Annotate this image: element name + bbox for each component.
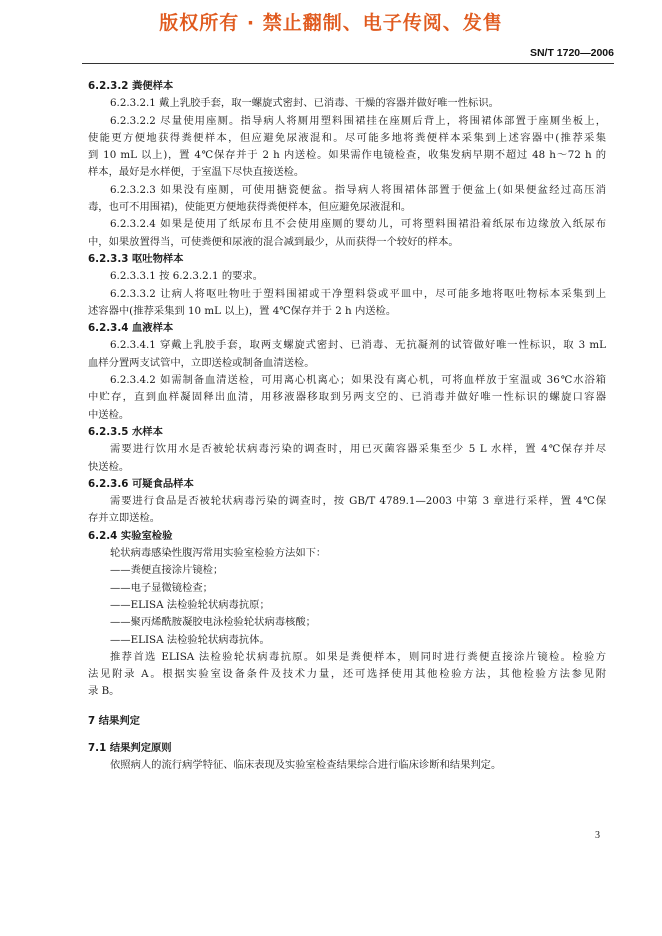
header-rule xyxy=(82,63,614,64)
recommendation-line2: 法见附录 A。根据实验室设备条件及技术力量，还可选择使用其他检验方法，其他检验方法参见附 xyxy=(88,668,606,681)
paragraph-6-2-3-2-4-line1: 6.2.3.2.4 如果是使用了纸尿布且不会使用座厕的婴幼儿，可将塑料围裙沿着纸尿布边缘放入纸尿布 xyxy=(110,218,606,231)
paragraph-6-2-3-2-2-line1: 6.2.3.2.2 尽量使用座厕。指导病人将厕用塑料围裙挂在座厕后背上，将围裙体部置于座厕坐板上， xyxy=(110,114,606,127)
section-gap xyxy=(88,730,606,740)
method-list-item: ——ELISA 法检验轮状病毒抗体。 xyxy=(110,633,270,646)
paragraph-6-2-3-2-3-line2: 毒，也可不用围裙)，使能更方便地获得粪便样本，但应避免尿液混和。 xyxy=(88,201,412,214)
method-list-item: ——粪便直接涂片镜检； xyxy=(110,564,224,577)
paragraph-7-1: 依照病人的流行病学特征、临床表现及实验室检查结果综合进行临床诊断和结果判定。 xyxy=(110,759,502,772)
paragraph-6-2-3-3-1: 6.2.3.3.1 按 6.2.3.2.1 的要求。 xyxy=(110,270,264,283)
paragraph-6-2-3-2-2-line4: 样本，最好是水样便，于室温下尽快直接送检。 xyxy=(88,166,305,179)
paragraph-6-2-3-2-2-line3: 到 10 mL 以上)，置 4℃保存并于 2 h 内送检。如果需作电镜检查，收集发病早期不超过 48 h～72 h 的 xyxy=(88,149,606,162)
heading-6-2-3-2: 6.2.3.2 粪便样本 xyxy=(88,80,174,92)
copyright-watermark: 版权所有 · 禁止翻制、电子传阅、发售 xyxy=(159,12,503,34)
recommendation-line3: 录 B。 xyxy=(88,685,120,698)
paragraph-6-2-3-2-3-line1: 6.2.3.2.3 如果没有座厕，可使用搪瓷便盆。指导病人将围裙体部置于便盆上(如果便盆经过高压消 xyxy=(110,183,606,196)
paragraph-6-2-3-2-2-line2: 使能更方便地获得粪便样本，但应避免尿液混和。尽可能多地将粪便样本采集到上述容器中(推荐采集 xyxy=(88,131,606,144)
paragraph-6-2-3-5-line2: 快送检。 xyxy=(88,460,130,473)
heading-6-2-3-4: 6.2.3.4 血液样本 xyxy=(88,322,174,335)
paragraph-6-2-3-2-1: 6.2.3.2.1 戴上乳胶手套，取一螺旋式密封、已消毒、干燥的容器并做好唯一性标识。 xyxy=(110,97,499,110)
heading-6-2-3-6: 6.2.3.6 可疑食品样本 xyxy=(88,477,194,490)
paragraph-6-2-3-6-line1: 需要进行食品是否被轮状病毒污染的调查时，按 GB/T 4789.1—2003 中第 3 章进行采样，置 4℃保 xyxy=(110,495,606,508)
paragraph-6-2-3-4-2-line1: 6.2.3.4.2 如需制备血清送检，可用离心机离心；如果没有离心机，可将血样放于室温或 36℃水浴箱 xyxy=(110,374,606,387)
method-list-item: ——聚丙烯酰胺凝胶电泳检验轮状病毒核酸； xyxy=(110,616,316,629)
paragraph-6-2-3-5-line1: 需要进行饮用水是否被轮状病毒污染的调查时，用已灭菌容器采集至少 5 L 水样，置 4℃保存并尽 xyxy=(110,443,606,456)
paragraph-6-2-3-4-1-line1: 6.2.3.4.1 穿戴上乳胶手套，取两支螺旋式密封、已消毒、无抗凝剂的试管做好唯一性标识，取 3 mL xyxy=(110,339,606,352)
paragraph-6-2-3-4-2-line3: 中送检。 xyxy=(88,408,130,421)
heading-6-2-4: 6.2.4 实验室检验 xyxy=(88,529,173,542)
paragraph-6-2-3-6-line2: 存并立即送检。 xyxy=(88,512,161,525)
page-number: 3 xyxy=(595,830,600,841)
paragraph-6-2-3-4-2-line2: 中贮存，直到血样凝固释出血清，用移液器移取到另两支空的、已消毒并做好唯一性标识的螺旋口容器 xyxy=(88,391,606,404)
heading-6-2-3-5: 6.2.3.5 水样本 xyxy=(88,425,163,438)
paragraph-6-2-3-2-4-line2: 中，如果放置得当，可使粪便和尿液的混合减到最少，从而获得一个较好的样本。 xyxy=(88,235,459,248)
method-list-item: ——电子显微镜检查； xyxy=(110,581,213,594)
method-list-item: ——ELISA 法检验轮状病毒抗原； xyxy=(110,598,270,611)
paragraph-6-2-4-intro: 轮状病毒感染性腹泻常用实验室检验方法如下： xyxy=(110,547,327,560)
heading-6-2-3-3: 6.2.3.3 呕吐物样本 xyxy=(88,252,184,265)
recommendation-line1: 推荐首选 ELISA 法检验轮状病毒抗原。如果是粪便样本，则同时进行粪便直接涂片镜检。检验方 xyxy=(110,650,606,663)
paragraph-6-2-3-3-2-line2: 述容器中(推荐采集到 10 mL 以上)，置 4℃保存并于 2 h 内送检。 xyxy=(88,304,397,317)
document-body xyxy=(88,78,606,775)
paragraph-6-2-3-4-1-line2: 血样分置两支试管中，立即送检或制备血清送检。 xyxy=(88,356,315,369)
document-number: SN/T 1720—2006 xyxy=(529,47,614,59)
paragraph-6-2-3-3-2-line1: 6.2.3.3.2 让病人将呕吐物吐于塑料围裙或干净塑料袋或平皿中，尽可能多地将呕吐物标本采集到上 xyxy=(110,287,606,300)
heading-7-1: 7.1 结果判定原则 xyxy=(88,741,172,754)
heading-7: 7 结果判定 xyxy=(88,714,140,727)
